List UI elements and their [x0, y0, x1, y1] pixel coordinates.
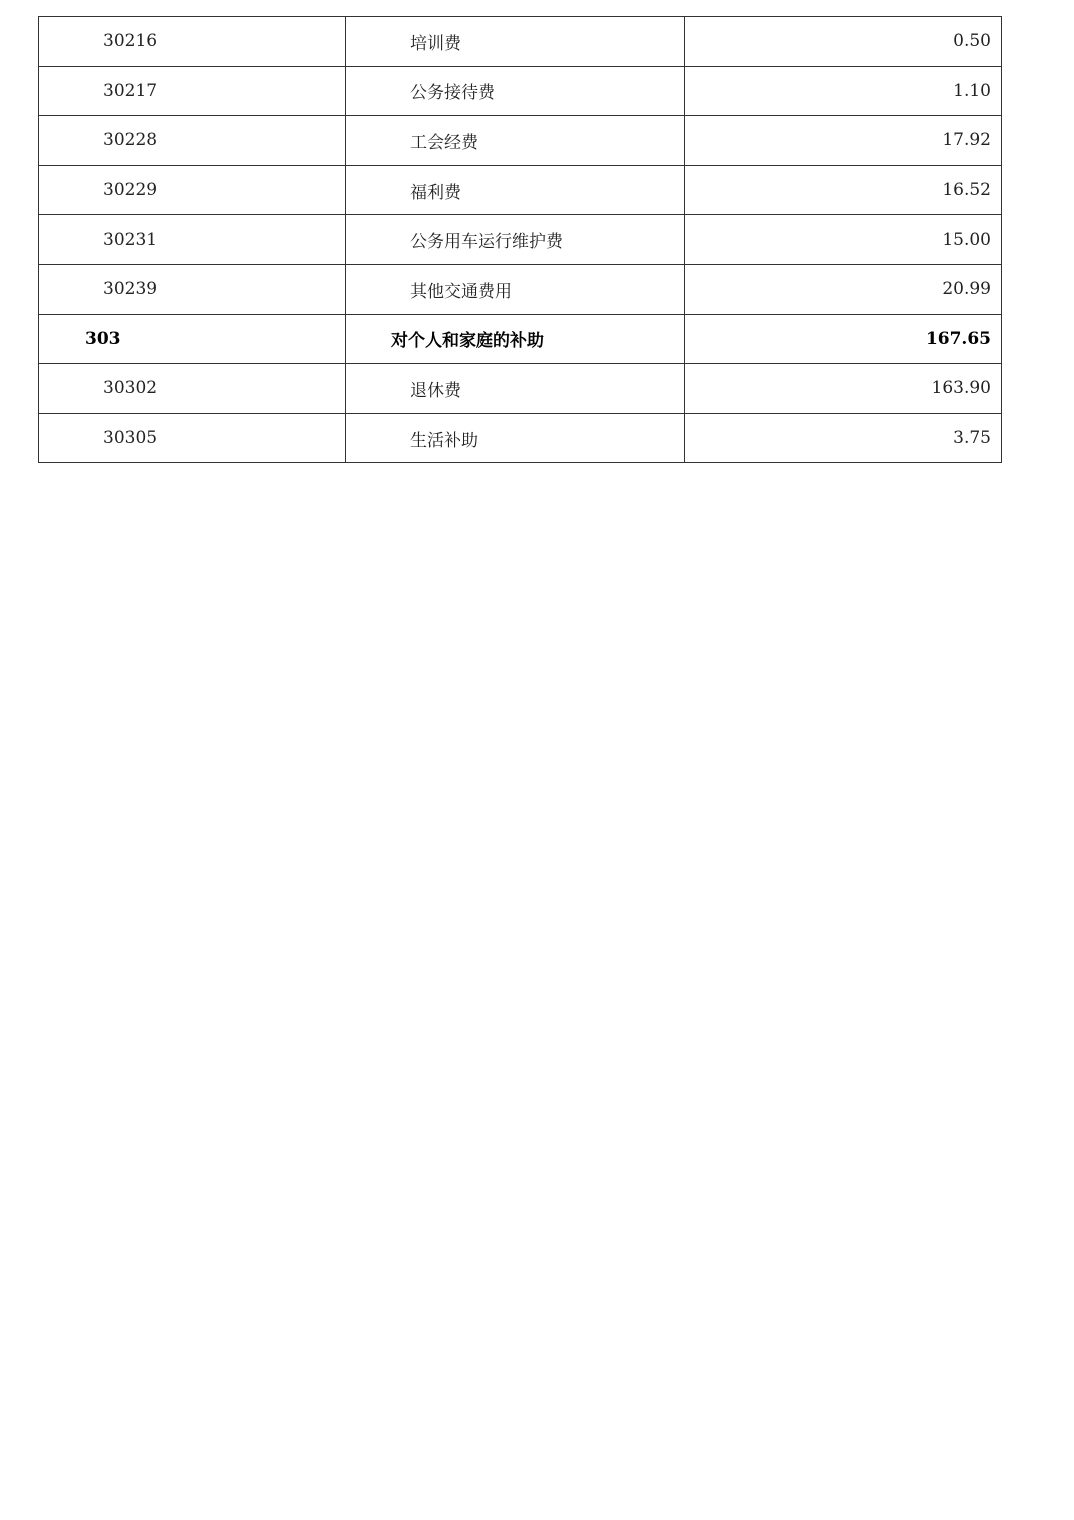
economic-code-cell: 30228 — [39, 116, 346, 166]
amount-cell: 3.75 — [685, 413, 1002, 463]
table-row — [39, 66, 1002, 116]
item-name-cell: 公务接待费 — [346, 66, 685, 116]
group-subtotal-row — [39, 314, 1002, 364]
amount-cell: 15.00 — [685, 215, 1002, 265]
economic-code-cell: 30239 — [39, 264, 346, 314]
table-row — [39, 364, 1002, 414]
item-name-cell: 退休费 — [346, 364, 685, 414]
economic-code-cell: 30229 — [39, 165, 346, 215]
economic-code-cell: 30216 — [39, 17, 346, 67]
table-row — [39, 165, 1002, 215]
item-name-cell: 工会经费 — [346, 116, 685, 166]
economic-code-cell: 30231 — [39, 215, 346, 265]
table-row — [39, 116, 1002, 166]
group-code-cell: 303 — [39, 314, 346, 364]
item-name-cell: 生活补助 — [346, 413, 685, 463]
group-name-cell: 对个人和家庭的补助 — [346, 314, 685, 364]
amount-cell: 16.52 — [685, 165, 1002, 215]
item-name-cell: 培训费 — [346, 17, 685, 67]
amount-cell: 20.99 — [685, 264, 1002, 314]
economic-code-cell: 30217 — [39, 66, 346, 116]
item-name-cell: 公务用车运行维护费 — [346, 215, 685, 265]
item-name-cell: 其他交通费用 — [346, 264, 685, 314]
budget-expense-table — [38, 16, 1002, 463]
group-amount-cell: 167.65 — [685, 314, 1002, 364]
table-row — [39, 215, 1002, 265]
table-row — [39, 413, 1002, 463]
item-name-cell: 福利费 — [346, 165, 685, 215]
table-row — [39, 17, 1002, 67]
economic-code-cell: 30305 — [39, 413, 346, 463]
amount-cell: 0.50 — [685, 17, 1002, 67]
amount-cell: 1.10 — [685, 66, 1002, 116]
economic-code-cell: 30302 — [39, 364, 346, 414]
table-row — [39, 264, 1002, 314]
amount-cell: 163.90 — [685, 364, 1002, 414]
amount-cell: 17.92 — [685, 116, 1002, 166]
